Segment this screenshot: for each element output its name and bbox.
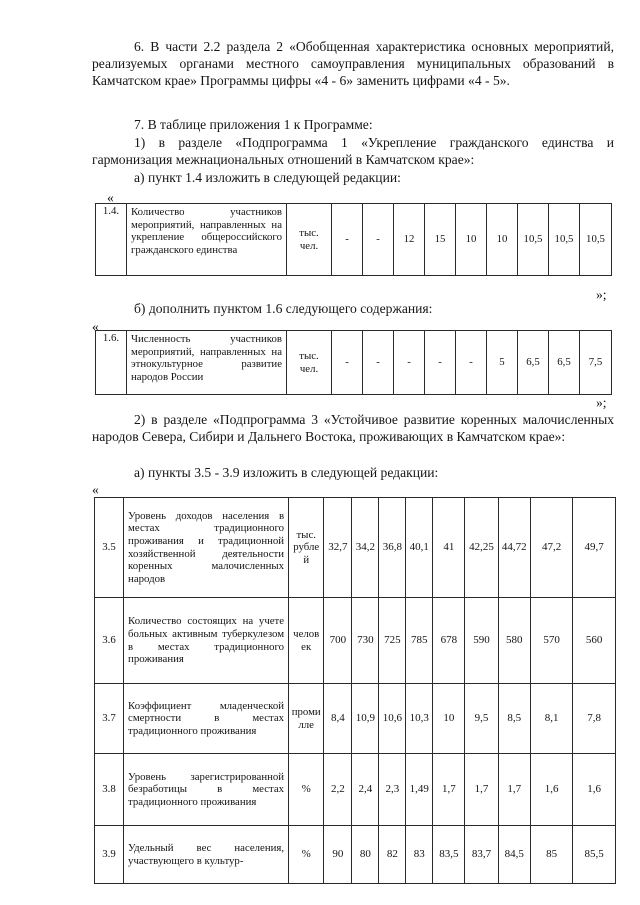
value-cell: 1,6 [573, 754, 616, 826]
row-number: 3.5 [95, 498, 124, 598]
value-cell: 678 [433, 598, 465, 684]
row-number: 1.4. [96, 204, 127, 276]
paragraph-7: 7. В таблице приложения 1 к Программе: [134, 117, 373, 132]
value-cell: - [363, 204, 394, 276]
value-cell: 80 [352, 826, 379, 884]
value-cell: 1,6 [530, 754, 573, 826]
value-cell: 85,5 [573, 826, 616, 884]
value-cell: 2,4 [352, 754, 379, 826]
value-cell: - [363, 331, 394, 395]
indicator-name: Удельный вес населения, участвующего в культур- [124, 826, 289, 884]
indicator-name: Уровень доходов населения в местах традиционного проживания и традиционной хозяйственной деятельности коренных малочисленных народов [124, 498, 289, 598]
value-cell: 83,5 [433, 826, 465, 884]
unit-cell: тыс. чел. [287, 331, 332, 395]
value-cell: 730 [352, 598, 379, 684]
indicator-name: Количество состоящих на учете больных активным туберкулезом в местах традиционного проживания [124, 598, 289, 684]
indicator-name: Коэффициент младенческой смертности в местах традиционного проживания [124, 684, 289, 754]
row-number: 3.8 [95, 754, 124, 826]
open-quote-mark: « [107, 190, 114, 205]
table-row [95, 754, 616, 826]
unit-cell: тыс. рублей [289, 498, 324, 598]
value-cell: 700 [324, 598, 352, 684]
unit-cell: % [289, 754, 324, 826]
value-cell: 12 [394, 204, 425, 276]
paragraph-7-2-a: а) пункты 3.5 - 3.9 изложить в следующей редакции: [134, 465, 439, 480]
value-cell: 1,7 [498, 754, 530, 826]
indicator-name: Численность участников мероприятий, направленных на этнокультурное развитие народов России [127, 331, 287, 395]
unit-cell: промилле [289, 684, 324, 754]
table-row [96, 331, 612, 395]
value-cell: 1,7 [465, 754, 498, 826]
unit-cell: тыс. чел. [287, 204, 332, 276]
value-cell: 2,3 [379, 754, 406, 826]
value-cell: 47,2 [530, 498, 573, 598]
value-cell: 10 [487, 204, 518, 276]
open-quote-mark: « [92, 482, 99, 497]
value-cell: 7,5 [580, 331, 612, 395]
indicator-name: Количество участников мероприятий, направленных на укрепление общероссийского гражданского единства [127, 204, 287, 276]
open-quote-mark: « [92, 319, 99, 334]
value-cell: 10,5 [549, 204, 580, 276]
value-cell: 82 [379, 826, 406, 884]
close-quote-mark: »; [596, 287, 607, 302]
value-cell: 2,2 [324, 754, 352, 826]
value-cell: 10,5 [518, 204, 549, 276]
value-cell: 10,5 [580, 204, 612, 276]
row-number: 3.9 [95, 826, 124, 884]
value-cell: 560 [573, 598, 616, 684]
value-cell: 8,1 [530, 684, 573, 754]
table-row-1-6 [95, 330, 612, 395]
value-cell: - [394, 331, 425, 395]
value-cell: 9,5 [465, 684, 498, 754]
value-cell: 7,8 [573, 684, 616, 754]
value-cell: 6,5 [518, 331, 549, 395]
value-cell: 40,1 [406, 498, 433, 598]
table-row [95, 684, 616, 754]
value-cell: 10 [433, 684, 465, 754]
value-cell: 42,25 [465, 498, 498, 598]
value-cell: 8,5 [498, 684, 530, 754]
row-number: 3.7 [95, 684, 124, 754]
close-quote-mark: »; [596, 395, 607, 410]
table-row-1-4 [95, 203, 612, 276]
table-row [96, 204, 612, 276]
indicator-name: Уровень зарегистрированной безработицы в местах традиционного проживания [124, 754, 289, 826]
table-row [95, 598, 616, 684]
value-cell: 570 [530, 598, 573, 684]
row-number: 1.6. [96, 331, 127, 395]
value-cell: 32,7 [324, 498, 352, 598]
unit-cell: % [289, 826, 324, 884]
table-row [95, 498, 616, 598]
value-cell: 8,4 [324, 684, 352, 754]
value-cell: 1,49 [406, 754, 433, 826]
value-cell: - [456, 331, 487, 395]
value-cell: 580 [498, 598, 530, 684]
value-cell: 85 [530, 826, 573, 884]
value-cell: - [425, 331, 456, 395]
value-cell: 41 [433, 498, 465, 598]
value-cell: 5 [487, 331, 518, 395]
value-cell: 785 [406, 598, 433, 684]
paragraph-7-1-a: а) пункт 1.4 изложить в следующей редакции: [134, 170, 401, 185]
paragraph-7-2: 2) в разделе «Подпрограмма 3 «Устойчивое развитие коренных малочисленных народов Севера, Сибири и Дальнего Востока, проживающих в Камчатском крае»: [92, 412, 614, 445]
value-cell: - [332, 331, 363, 395]
value-cell: 83 [406, 826, 433, 884]
value-cell: 44,72 [498, 498, 530, 598]
value-cell: 90 [324, 826, 352, 884]
value-cell: 84,5 [498, 826, 530, 884]
value-cell: 10 [456, 204, 487, 276]
paragraph-7-1-b: б) дополнить пунктом 1.6 следующего содержания: [134, 301, 433, 316]
value-cell: 10,6 [379, 684, 406, 754]
value-cell: 6,5 [549, 331, 580, 395]
value-cell: 725 [379, 598, 406, 684]
table-row [95, 826, 616, 884]
paragraph-7-1: 1) в разделе «Подпрограмма 1 «Укрепление гражданского единства и гармонизация межнациональных отношений в Камчатском крае»: [92, 135, 614, 168]
value-cell: 36,8 [379, 498, 406, 598]
paragraph-6: 6. В части 2.2 раздела 2 «Обобщенная характеристика основных мероприятий, реализуемых органами местного самоуправления муниципальных образований в Камчатском крае» Программы цифры «4 - 6» заменить цифрами «4 - 5». [92, 39, 614, 89]
value-cell: 10,3 [406, 684, 433, 754]
value-cell: 15 [425, 204, 456, 276]
value-cell: - [332, 204, 363, 276]
unit-cell: человек [289, 598, 324, 684]
value-cell: 34,2 [352, 498, 379, 598]
value-cell: 49,7 [573, 498, 616, 598]
table-rows-3-5-to-3-9 [94, 497, 616, 884]
value-cell: 1,7 [433, 754, 465, 826]
row-number: 3.6 [95, 598, 124, 684]
value-cell: 590 [465, 598, 498, 684]
value-cell: 10,9 [352, 684, 379, 754]
value-cell: 83,7 [465, 826, 498, 884]
